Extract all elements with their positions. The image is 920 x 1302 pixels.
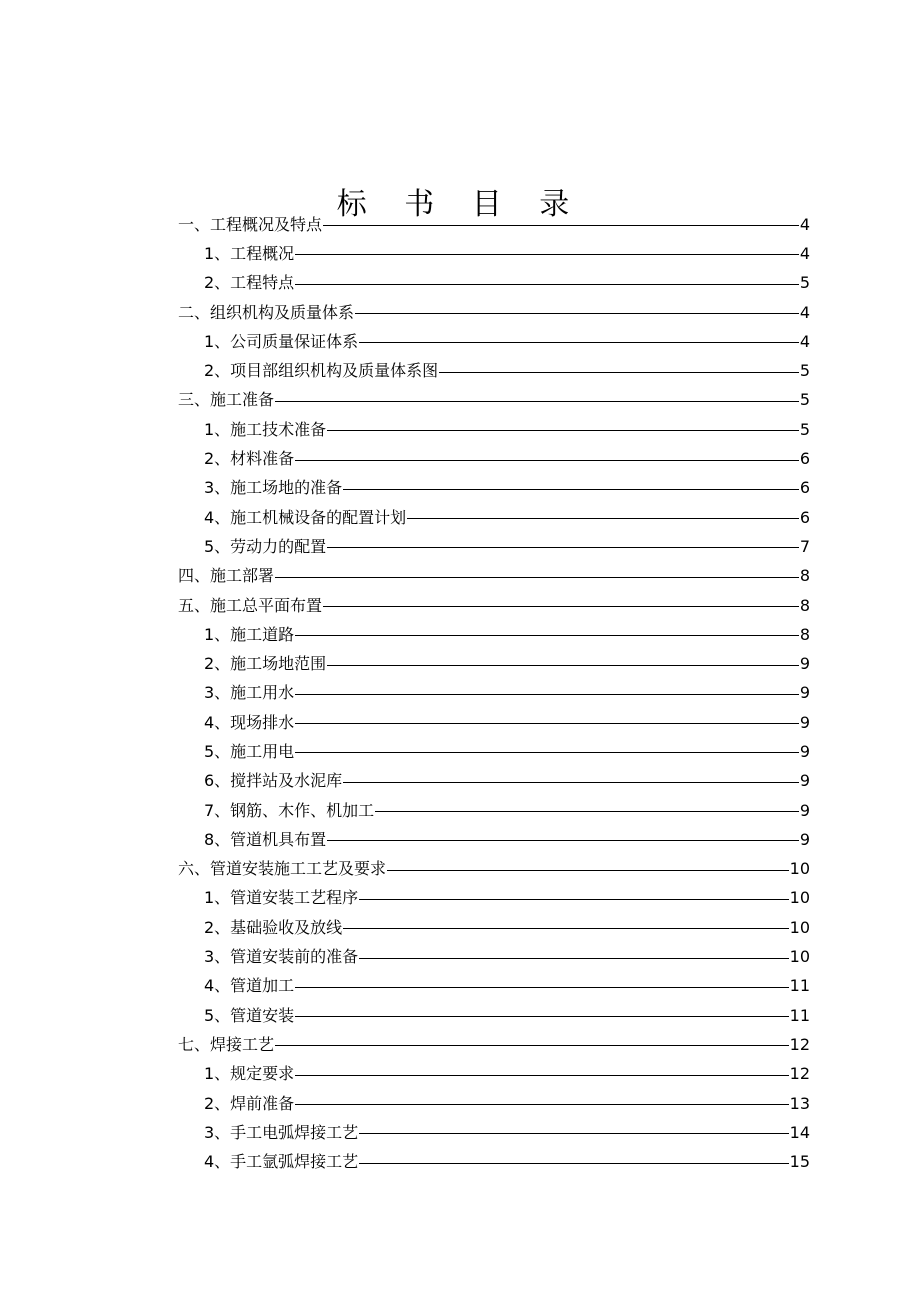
toc-entry-title: 2、施工场地范围	[204, 654, 327, 674]
toc-leader-line	[295, 752, 799, 753]
toc-page-number: 12	[789, 1064, 810, 1084]
toc-leader-line	[407, 518, 799, 519]
toc-leader-line	[359, 899, 788, 900]
toc-entry-title: 六、管道安装施工工艺及要求	[178, 859, 387, 879]
toc-entry-title: 3、施工用水	[204, 683, 295, 703]
toc-leader-line	[295, 694, 799, 695]
toc-leader-line	[295, 254, 799, 255]
toc-entry-title: 一、工程概况及特点	[178, 214, 323, 234]
toc-page-number: 7	[799, 536, 810, 556]
toc-entry-title: 七、焊接工艺	[178, 1034, 275, 1054]
toc-leader-line	[439, 372, 799, 373]
toc-entry-title: 1、管道安装工艺程序	[204, 888, 359, 908]
toc-subsection	[178, 767, 810, 796]
toc-entry-title: 1、施工技术准备	[204, 419, 327, 439]
toc-leader-line	[359, 342, 799, 343]
toc-entry-title: 1、公司质量保证体系	[204, 331, 359, 351]
toc-subsection	[178, 1001, 810, 1030]
toc-entry-title: 2、工程特点	[204, 273, 295, 293]
toc-leader-line	[295, 460, 799, 461]
toc-subsection	[178, 942, 810, 971]
toc-leader-line	[343, 928, 788, 929]
toc-leader-line	[295, 987, 788, 988]
toc-leader-line	[275, 401, 799, 402]
toc-page-number: 4	[799, 243, 810, 263]
toc-page-number: 6	[799, 449, 810, 469]
toc-entry-title: 1、施工道路	[204, 624, 295, 644]
toc-entry-title: 1、规定要求	[204, 1064, 295, 1084]
toc-page-number: 8	[799, 595, 810, 615]
toc-subsection	[178, 474, 810, 503]
toc-leader-line	[327, 840, 799, 841]
toc-page-number: 11	[789, 976, 810, 996]
toc-subsection	[178, 1089, 810, 1118]
toc-leader-line	[327, 430, 799, 431]
toc-page-number: 9	[799, 829, 810, 849]
toc-entry-title: 6、搅拌站及水泥库	[204, 771, 343, 791]
toc-subsection	[178, 884, 810, 913]
toc-entry-title: 2、材料准备	[204, 449, 295, 469]
toc-subsection	[178, 972, 810, 1001]
toc-subsection	[178, 913, 810, 942]
toc-page-number: 15	[789, 1152, 810, 1172]
toc-leader-line	[295, 284, 799, 285]
toc-entry-title: 7、钢筋、木作、机加工	[204, 800, 375, 820]
toc-page-number: 4	[799, 331, 810, 351]
toc-section	[178, 386, 810, 415]
toc-entry-title: 5、施工用电	[204, 741, 295, 761]
toc-page-number: 8	[799, 566, 810, 586]
toc-entry-title: 4、施工机械设备的配置计划	[204, 507, 407, 527]
toc-page-number: 13	[789, 1093, 810, 1113]
toc-entry-title: 2、焊前准备	[204, 1093, 295, 1113]
toc-leader-line	[343, 489, 799, 490]
toc-leader-line	[295, 1016, 788, 1017]
toc-leader-line	[323, 225, 799, 226]
toc-entry-title: 四、施工部署	[178, 566, 275, 586]
toc-subsection	[178, 737, 810, 766]
toc-entry-title: 1、工程概况	[204, 243, 295, 263]
toc-page-number: 5	[799, 390, 810, 410]
toc-entry-title: 二、组织机构及质量体系	[178, 302, 355, 322]
toc-subsection	[178, 239, 810, 268]
toc-page-number: 8	[799, 624, 810, 644]
toc-entry-title: 2、项目部组织机构及质量体系图	[204, 361, 439, 381]
toc-page-number: 5	[799, 273, 810, 293]
toc-page-number: 14	[789, 1122, 810, 1142]
toc-leader-line	[295, 723, 799, 724]
toc-leader-line	[343, 782, 799, 783]
toc-subsection	[178, 825, 810, 854]
toc-leader-line	[327, 547, 799, 548]
toc-page-number: 9	[799, 683, 810, 703]
toc-entry-title: 5、管道安装	[204, 1005, 295, 1025]
table-of-contents	[178, 210, 810, 1177]
toc-subsection	[178, 532, 810, 561]
toc-leader-line	[275, 1045, 789, 1046]
toc-leader-line	[375, 811, 799, 812]
toc-page-number: 9	[799, 741, 810, 761]
toc-page-number: 12	[789, 1034, 810, 1054]
toc-subsection	[178, 679, 810, 708]
toc-subsection	[178, 356, 810, 385]
toc-leader-line	[359, 1133, 788, 1134]
toc-page-number: 10	[789, 917, 810, 937]
toc-entry-title: 4、手工氩弧焊接工艺	[204, 1152, 359, 1172]
toc-page-number: 10	[789, 888, 810, 908]
toc-section	[178, 298, 810, 327]
toc-subsection	[178, 1148, 810, 1177]
toc-section	[178, 1030, 810, 1059]
toc-page-number: 9	[799, 654, 810, 674]
toc-page-number: 11	[789, 1005, 810, 1025]
toc-page-number: 5	[799, 419, 810, 439]
toc-leader-line	[359, 1163, 788, 1164]
toc-subsection	[178, 269, 810, 298]
toc-entry-title: 3、施工场地的准备	[204, 478, 343, 498]
toc-leader-line	[295, 635, 799, 636]
toc-page-number: 6	[799, 478, 810, 498]
toc-section	[178, 855, 810, 884]
toc-page-number: 4	[799, 302, 810, 322]
toc-page-number: 5	[799, 361, 810, 381]
toc-subsection	[178, 649, 810, 678]
toc-page-number: 9	[799, 800, 810, 820]
toc-section	[178, 591, 810, 620]
toc-entry-title: 2、基础验收及放线	[204, 917, 343, 937]
toc-page-number: 6	[799, 507, 810, 527]
toc-entry-title: 3、手工电弧焊接工艺	[204, 1122, 359, 1142]
toc-entry-title: 5、劳动力的配置	[204, 536, 327, 556]
toc-subsection	[178, 1060, 810, 1089]
toc-page-number: 10	[789, 947, 810, 967]
toc-page-number: 10	[789, 859, 810, 879]
toc-leader-line	[359, 958, 788, 959]
toc-subsection	[178, 796, 810, 825]
toc-subsection	[178, 415, 810, 444]
toc-entry-title: 3、管道安装前的准备	[204, 947, 359, 967]
page-title: 标 书 目 录	[336, 187, 584, 223]
toc-leader-line	[295, 1075, 788, 1076]
toc-subsection	[178, 708, 810, 737]
toc-page-number: 9	[799, 771, 810, 791]
toc-leader-line	[275, 577, 799, 578]
toc-page-number: 4	[799, 214, 810, 234]
toc-entry-title: 4、管道加工	[204, 976, 295, 996]
toc-leader-line	[327, 665, 799, 666]
toc-subsection	[178, 620, 810, 649]
toc-entry-title: 三、施工准备	[178, 390, 275, 410]
toc-subsection	[178, 444, 810, 473]
toc-entry-title: 五、施工总平面布置	[178, 595, 323, 615]
toc-leader-line	[387, 870, 789, 871]
toc-leader-line	[295, 1104, 788, 1105]
toc-section	[178, 210, 810, 239]
toc-leader-line	[355, 313, 799, 314]
toc-subsection	[178, 1118, 810, 1147]
toc-section	[178, 562, 810, 591]
toc-entry-title: 8、管道机具布置	[204, 829, 327, 849]
toc-entry-title: 4、现场排水	[204, 712, 295, 732]
toc-subsection	[178, 503, 810, 532]
toc-subsection	[178, 327, 810, 356]
toc-page-number: 9	[799, 712, 810, 732]
toc-leader-line	[323, 606, 799, 607]
